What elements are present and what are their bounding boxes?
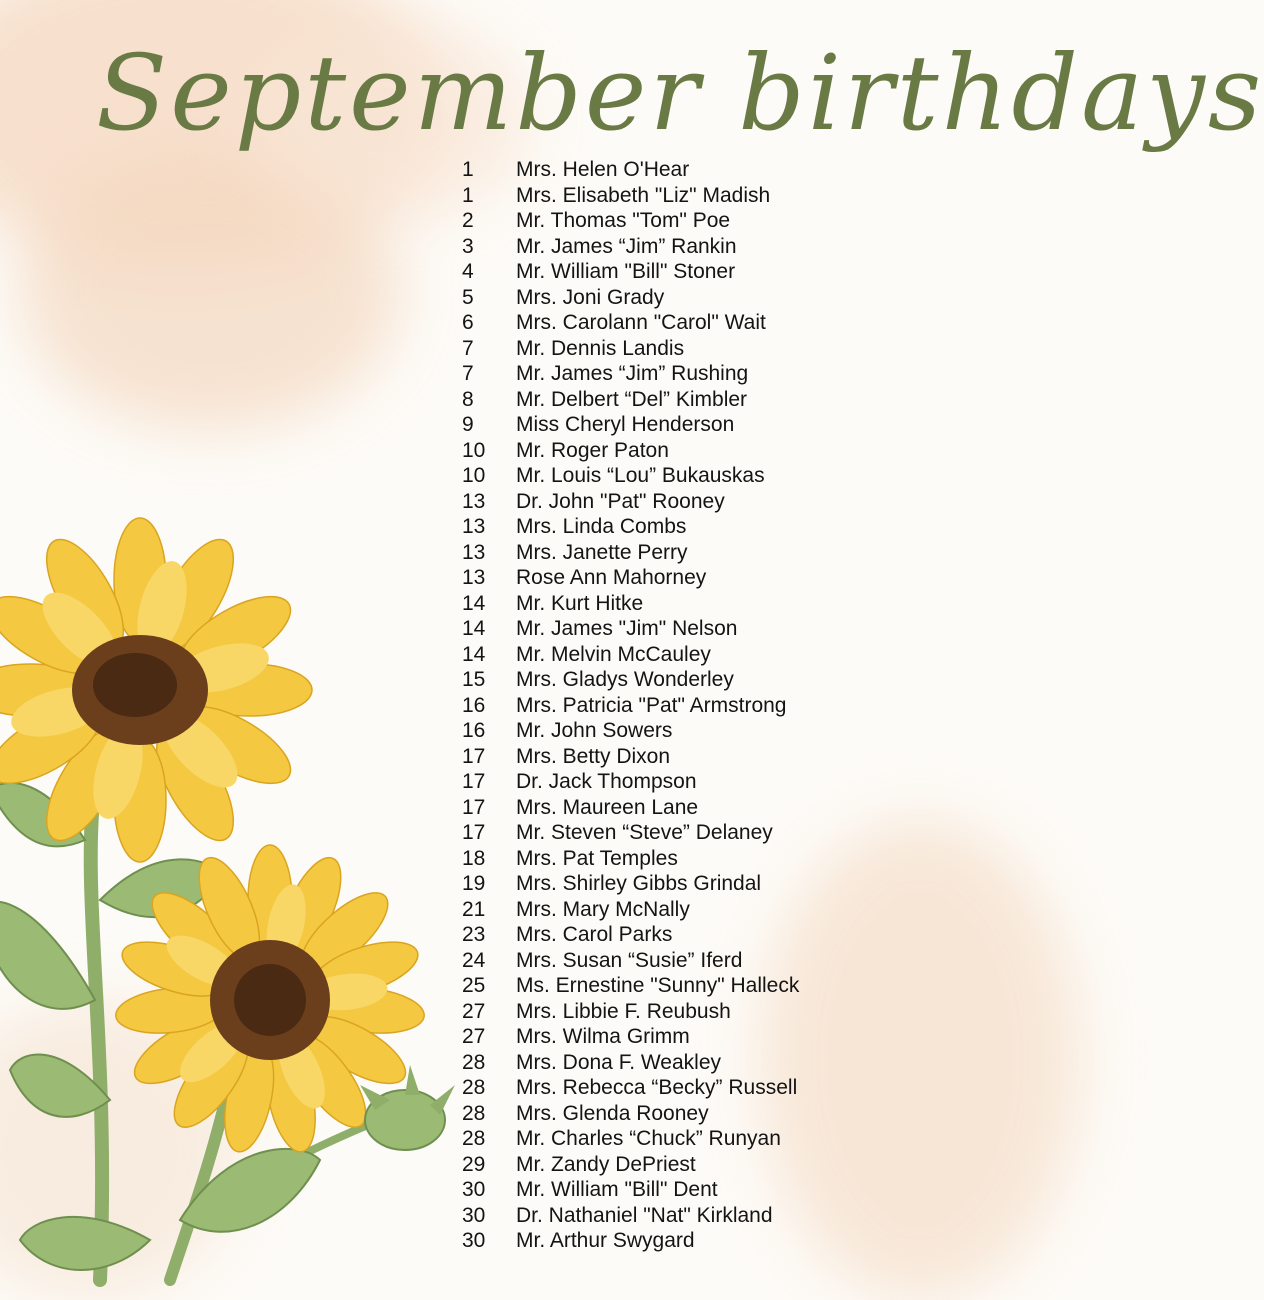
birthday-name: Mrs. Janette Perry <box>516 540 688 564</box>
birthday-list <box>462 157 942 1254</box>
birthday-name: Mrs. Susan “Susie” Iferd <box>516 948 743 972</box>
birthday-name: Mrs. Carolann "Carol" Wait <box>516 311 766 334</box>
list-item <box>462 1177 942 1203</box>
birthday-day: 7 <box>462 362 474 385</box>
list-item <box>462 718 942 744</box>
birthday-name: Mr. Dennis Landis <box>516 336 685 360</box>
birthday-name: Mr. Melvin McCauley <box>516 642 711 666</box>
flower-center-inner <box>93 653 177 717</box>
birthday-day: 6 <box>462 311 474 334</box>
list-item <box>462 693 942 719</box>
birthday-day: 18 <box>462 846 486 870</box>
birthday-day: 14 <box>462 642 486 666</box>
birthday-day: 5 <box>462 285 474 309</box>
birthday-day: 30 <box>462 1178 486 1201</box>
list-item <box>462 1101 942 1127</box>
list-item <box>462 846 942 872</box>
list-item <box>462 463 942 489</box>
birthday-name: Mr. Charles “Chuck” Runyan <box>516 1127 781 1150</box>
birthday-day: 19 <box>462 872 486 895</box>
birthday-day: 17 <box>462 770 486 793</box>
list-item <box>462 1203 942 1229</box>
birthday-name: Mrs. Maureen Lane <box>516 795 699 819</box>
birthday-day: 24 <box>462 948 486 972</box>
birthday-day: 16 <box>462 693 486 717</box>
list-item <box>462 540 942 566</box>
list-item <box>462 769 942 795</box>
birthday-day: 17 <box>462 795 486 819</box>
birthday-name: Mrs. Helen O'Hear <box>516 158 690 181</box>
birthday-day: 17 <box>462 821 486 844</box>
birthday-name: Mr. Zandy DePriest <box>516 1152 696 1176</box>
birthday-day: 10 <box>462 438 486 462</box>
birthday-name: Miss Cheryl Henderson <box>516 413 735 436</box>
birthday-day: 13 <box>462 566 486 589</box>
list-item <box>462 973 942 999</box>
birthday-name: Rose Ann Mahorney <box>516 566 707 589</box>
list-item <box>462 1228 942 1254</box>
birthday-name: Mrs. Shirley Gibbs Grindal <box>516 872 762 895</box>
birthday-day: 15 <box>462 668 486 691</box>
list-item <box>462 183 942 209</box>
list-item <box>462 642 942 668</box>
flower-center-inner <box>234 964 306 1036</box>
birthday-day: 13 <box>462 515 486 538</box>
birthday-name: Mrs. Linda Combs <box>516 515 687 538</box>
birthday-name: Mrs. Carol Parks <box>516 923 673 946</box>
birthday-day: 10 <box>462 464 486 487</box>
list-item <box>462 412 942 438</box>
birthday-name: Mrs. Elisabeth "Liz" Madish <box>516 183 771 207</box>
birthday-day: 2 <box>462 209 474 232</box>
page-title: September birthdays <box>96 32 1264 154</box>
list-item <box>462 234 942 260</box>
birthday-name: Mr. Steven “Steve” Delaney <box>516 821 773 844</box>
list-item <box>462 922 942 948</box>
list-item <box>462 387 942 413</box>
birthday-day: 9 <box>462 413 474 436</box>
list-item <box>462 336 942 362</box>
stem-main <box>91 780 102 1280</box>
list-item <box>462 744 942 770</box>
birthday-name: Dr. Jack Thompson <box>516 770 697 793</box>
birthday-day: 8 <box>462 387 474 411</box>
leaf-icon <box>0 902 95 1009</box>
birthday-day: 21 <box>462 897 486 921</box>
list-item <box>462 1075 942 1101</box>
sunflowers-illustration <box>0 480 470 1280</box>
list-item <box>462 1024 942 1050</box>
list-item <box>462 795 942 821</box>
birthday-name: Mrs. Joni Grady <box>516 285 665 309</box>
birthday-day: 28 <box>462 1076 486 1099</box>
birthday-name: Mrs. Rebecca “Becky” Russell <box>516 1076 798 1099</box>
birthday-name: Mrs. Gladys Wonderley <box>516 668 734 691</box>
list-item <box>462 310 942 336</box>
birthday-day: 14 <box>462 617 486 640</box>
birthday-name: Mr. James “Jim” Rankin <box>516 234 737 258</box>
birthday-name: Mrs. Glenda Rooney <box>516 1101 709 1125</box>
birthday-day: 29 <box>462 1152 486 1176</box>
birthday-day: 23 <box>462 923 486 946</box>
birthday-day: 13 <box>462 489 486 513</box>
birthday-name: Mr. Thomas "Tom" Poe <box>516 209 731 232</box>
birthday-day: 3 <box>462 234 474 258</box>
birthday-name: Mr. Roger Paton <box>516 438 669 462</box>
birthday-day: 1 <box>462 158 474 181</box>
birthday-day: 25 <box>462 974 486 997</box>
list-item <box>462 820 942 846</box>
list-item <box>462 208 942 234</box>
list-item <box>462 1050 942 1076</box>
birthday-day: 1 <box>462 183 474 207</box>
birthday-name: Mrs. Pat Temples <box>516 846 678 870</box>
birthday-day: 27 <box>462 1025 486 1048</box>
list-item <box>462 616 942 642</box>
birthday-day: 7 <box>462 336 474 360</box>
birthday-name: Mrs. Mary McNally <box>516 897 690 921</box>
birthday-name: Mr. Kurt Hitke <box>516 591 644 615</box>
list-item <box>462 565 942 591</box>
list-item <box>462 285 942 311</box>
list-item <box>462 667 942 693</box>
birthday-name: Dr. Nathaniel "Nat" Kirkland <box>516 1203 773 1227</box>
birthday-day: 28 <box>462 1050 486 1074</box>
birthday-day: 28 <box>462 1101 486 1125</box>
birthday-name: Mr. Louis “Lou” Bukauskas <box>516 464 765 487</box>
birthday-name: Mr. James "Jim" Nelson <box>516 617 738 640</box>
birthday-day: 14 <box>462 591 486 615</box>
list-item <box>462 948 942 974</box>
birthday-name: Mr. William "Bill" Stoner <box>516 260 736 283</box>
list-item <box>462 259 942 285</box>
birthday-name: Mrs. Dona F. Weakley <box>516 1050 722 1074</box>
list-item <box>462 871 942 897</box>
birthday-day: 30 <box>462 1203 486 1227</box>
birthday-day: 17 <box>462 744 486 768</box>
birthday-day: 4 <box>462 260 474 283</box>
birthday-name: Mrs. Libbie F. Reubush <box>516 999 731 1023</box>
list-item <box>462 999 942 1025</box>
birthday-name: Mrs. Betty Dixon <box>516 744 671 768</box>
birthday-day: 30 <box>462 1229 486 1252</box>
birthday-day: 13 <box>462 540 486 564</box>
birthday-name: Mr. Arthur Swygard <box>516 1229 695 1252</box>
list-item <box>462 514 942 540</box>
birthday-name: Mr. John Sowers <box>516 719 673 742</box>
birthday-name: Ms. Ernestine "Sunny" Halleck <box>516 974 800 997</box>
list-item <box>462 1152 942 1178</box>
list-item <box>462 489 942 515</box>
list-item <box>462 1126 942 1152</box>
list-item <box>462 591 942 617</box>
birthday-name: Mr. Delbert “Del” Kimbler <box>516 387 748 411</box>
birthday-name: Dr. John "Pat" Rooney <box>516 489 725 513</box>
list-item <box>462 897 942 923</box>
birthday-name: Mrs. Patricia "Pat" Armstrong <box>516 693 787 717</box>
list-item <box>462 157 942 183</box>
birthday-name: Mr. James “Jim” Rushing <box>516 362 749 385</box>
birthday-day: 16 <box>462 719 486 742</box>
list-item <box>462 438 942 464</box>
birthday-name: Mr. William "Bill" Dent <box>516 1178 718 1201</box>
birthday-day: 27 <box>462 999 486 1023</box>
leaf-icon <box>20 1217 150 1270</box>
list-item <box>462 361 942 387</box>
birthday-day: 28 <box>462 1127 486 1150</box>
birthday-name: Mrs. Wilma Grimm <box>516 1025 690 1048</box>
